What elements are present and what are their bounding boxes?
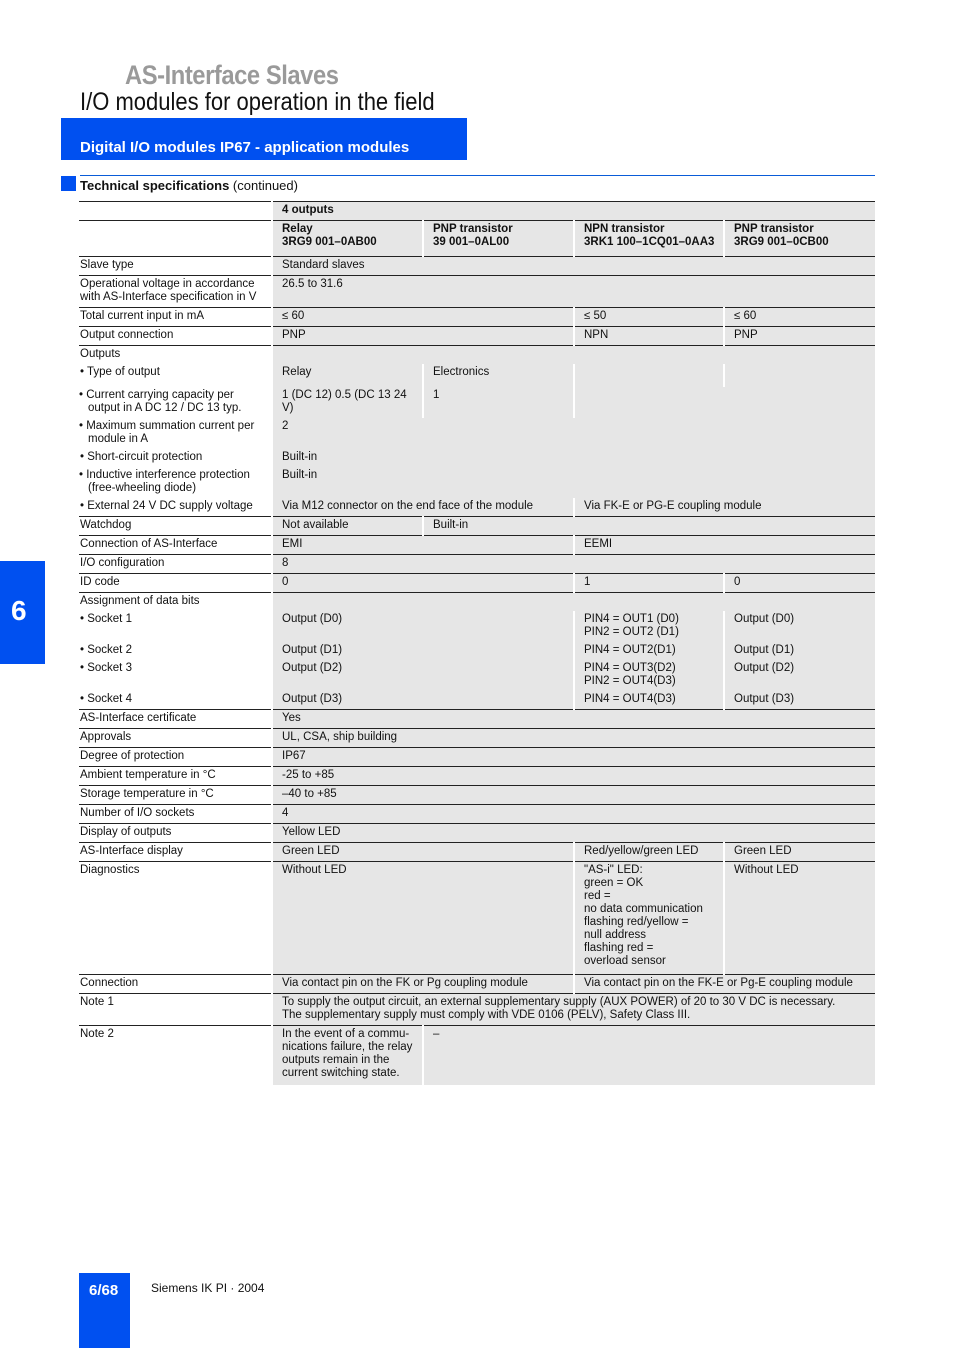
table-row: Diagnostics Without LED "AS-i" LED: green = OK red = no data communication flashing red/yellow = null address flashing red = overload sensor Without LED [79,862,875,975]
table-row: Degree of protection IP67 [79,748,875,767]
diagnostics-led-description: "AS-i" LED: green = OK red = no data communication flashing red/yellow = null address flashing red = overload sensor [574,862,724,975]
table-row: Ambient temperature in °C -25 to +85 [79,767,875,786]
table-row: • Type of output Relay Electronics [79,364,875,387]
page-number: 6/68 [89,1282,119,1299]
tech-spec-heading-bold: Technical specifications [80,178,230,193]
table-row: • Current carrying capacity per output in A DC 12 / DC 13 typ. 1 (DC 12) 0.5 (DC 13 24 V) 1 [79,387,875,418]
table-row: Slave type Standard slaves [79,257,875,276]
table-row: Connection Via contact pin on the FK or Pg coupling module Via contact pin on the FK-E or Pg-E coupling module [79,975,875,994]
table-row: Watchdog Not available Built-in [79,517,875,536]
col1-header: Relay 3RG9 001–0AB00 [272,221,423,257]
group-header-row [79,202,875,221]
tech-spec-heading-rest: (continued) [229,178,298,193]
table-row: Approvals UL, CSA, ship building [79,729,875,748]
page-title: AS-Interface Slaves [125,60,339,90]
table-row: Note 1 To supply the output circuit, an external supplementary supply (AUX POWER) of 20 to 30 V DC is necessary. The supplementary supply must comply with VDE 0106 (PELV), Safety Class III. [79,994,875,1026]
chapter-number: 6 [11,595,27,626]
section-banner [61,118,467,160]
table-row: • Socket 4 Output (D3) PIN4 = OUT4(D3) Output (D3) [79,691,875,710]
table-row: Storage temperature in °C –40 to +85 [79,786,875,805]
publisher-line: Siemens IK PI · 2004 [151,1281,265,1295]
tech-spec-heading [80,178,298,193]
table-row: ID code 0 1 0 [79,574,875,593]
table-row: • Socket 1 Output (D0) PIN4 = OUT1 (D0) PIN2 = OUT2 (D1) Output (D0) [79,611,875,642]
group-label: 4 outputs [272,202,875,221]
table-row: Output connection PNP NPN PNP [79,327,875,346]
table-row: Display of outputs Yellow LED [79,824,875,843]
section-banner-label: Digital I/O modules IP67 - application modules [80,139,410,156]
table-row: • Maximum summation current per module in A 2 [79,418,875,449]
table-row: Note 2 In the event of a commu- nications failure, the relay outputs remain in the current switching state. – [79,1026,875,1086]
spec-table [79,201,875,1085]
table-row: Number of I/O sockets 4 [79,805,875,824]
col3-header: NPN transistor 3RK1 100–1CQ01–0AA3 [574,221,724,257]
note2-text: In the event of a commu- nications failure, the relay outputs remain in the current switching state. [272,1026,423,1086]
table-row: • Socket 3 Output (D2) PIN4 = OUT3(D2) PIN2 = OUT4(D3) Output (D2) [79,660,875,691]
table-row: Operational voltage in accordance with AS-Interface specification in V 26.5 to 31.6 [79,276,875,308]
table-row: I/O configuration 8 [79,555,875,574]
table-row: • Inductive interference protection (free-wheeling diode) Built-in [79,467,875,498]
table-row: AS-Interface display Green LED Red/yellow/green LED Green LED [79,843,875,862]
col4-header: PNP transistor 3RG9 001–0CB00 [724,221,875,257]
note1-text: To supply the output circuit, an external supplementary supply (AUX POWER) of 20 to 30 V DC is necessary. The supplementary supply must comply with VDE 0106 (PELV), Safety Class III. [272,994,875,1026]
table-row: • Socket 2 Output (D1) PIN4 = OUT2(D1) Output (D1) [79,642,875,660]
chapter-tab [0,561,45,664]
table-row: • Short-circuit protection Built-in [79,449,875,467]
table-row: Total current input in mA ≤ 60 ≤ 50 ≤ 60 [79,308,875,327]
table-row: Outputs [79,346,875,365]
section-marker-square [61,176,76,191]
page-subtitle: I/O modules for operation in the field [80,88,435,116]
page-number-box [79,1273,130,1348]
table-row: • External 24 V DC supply voltage Via M12 connector on the end face of the module Via FK-E or PG-E coupling module [79,498,875,517]
table-row: AS-Interface certificate Yes [79,710,875,729]
table-row: Connection of AS-Interface EMI EEMI [79,536,875,555]
column-header-row [79,221,875,257]
col2-header: PNP transistor 39 001–0AL00 [423,221,574,257]
table-row: Assignment of data bits [79,593,875,612]
header-rule [80,175,875,176]
